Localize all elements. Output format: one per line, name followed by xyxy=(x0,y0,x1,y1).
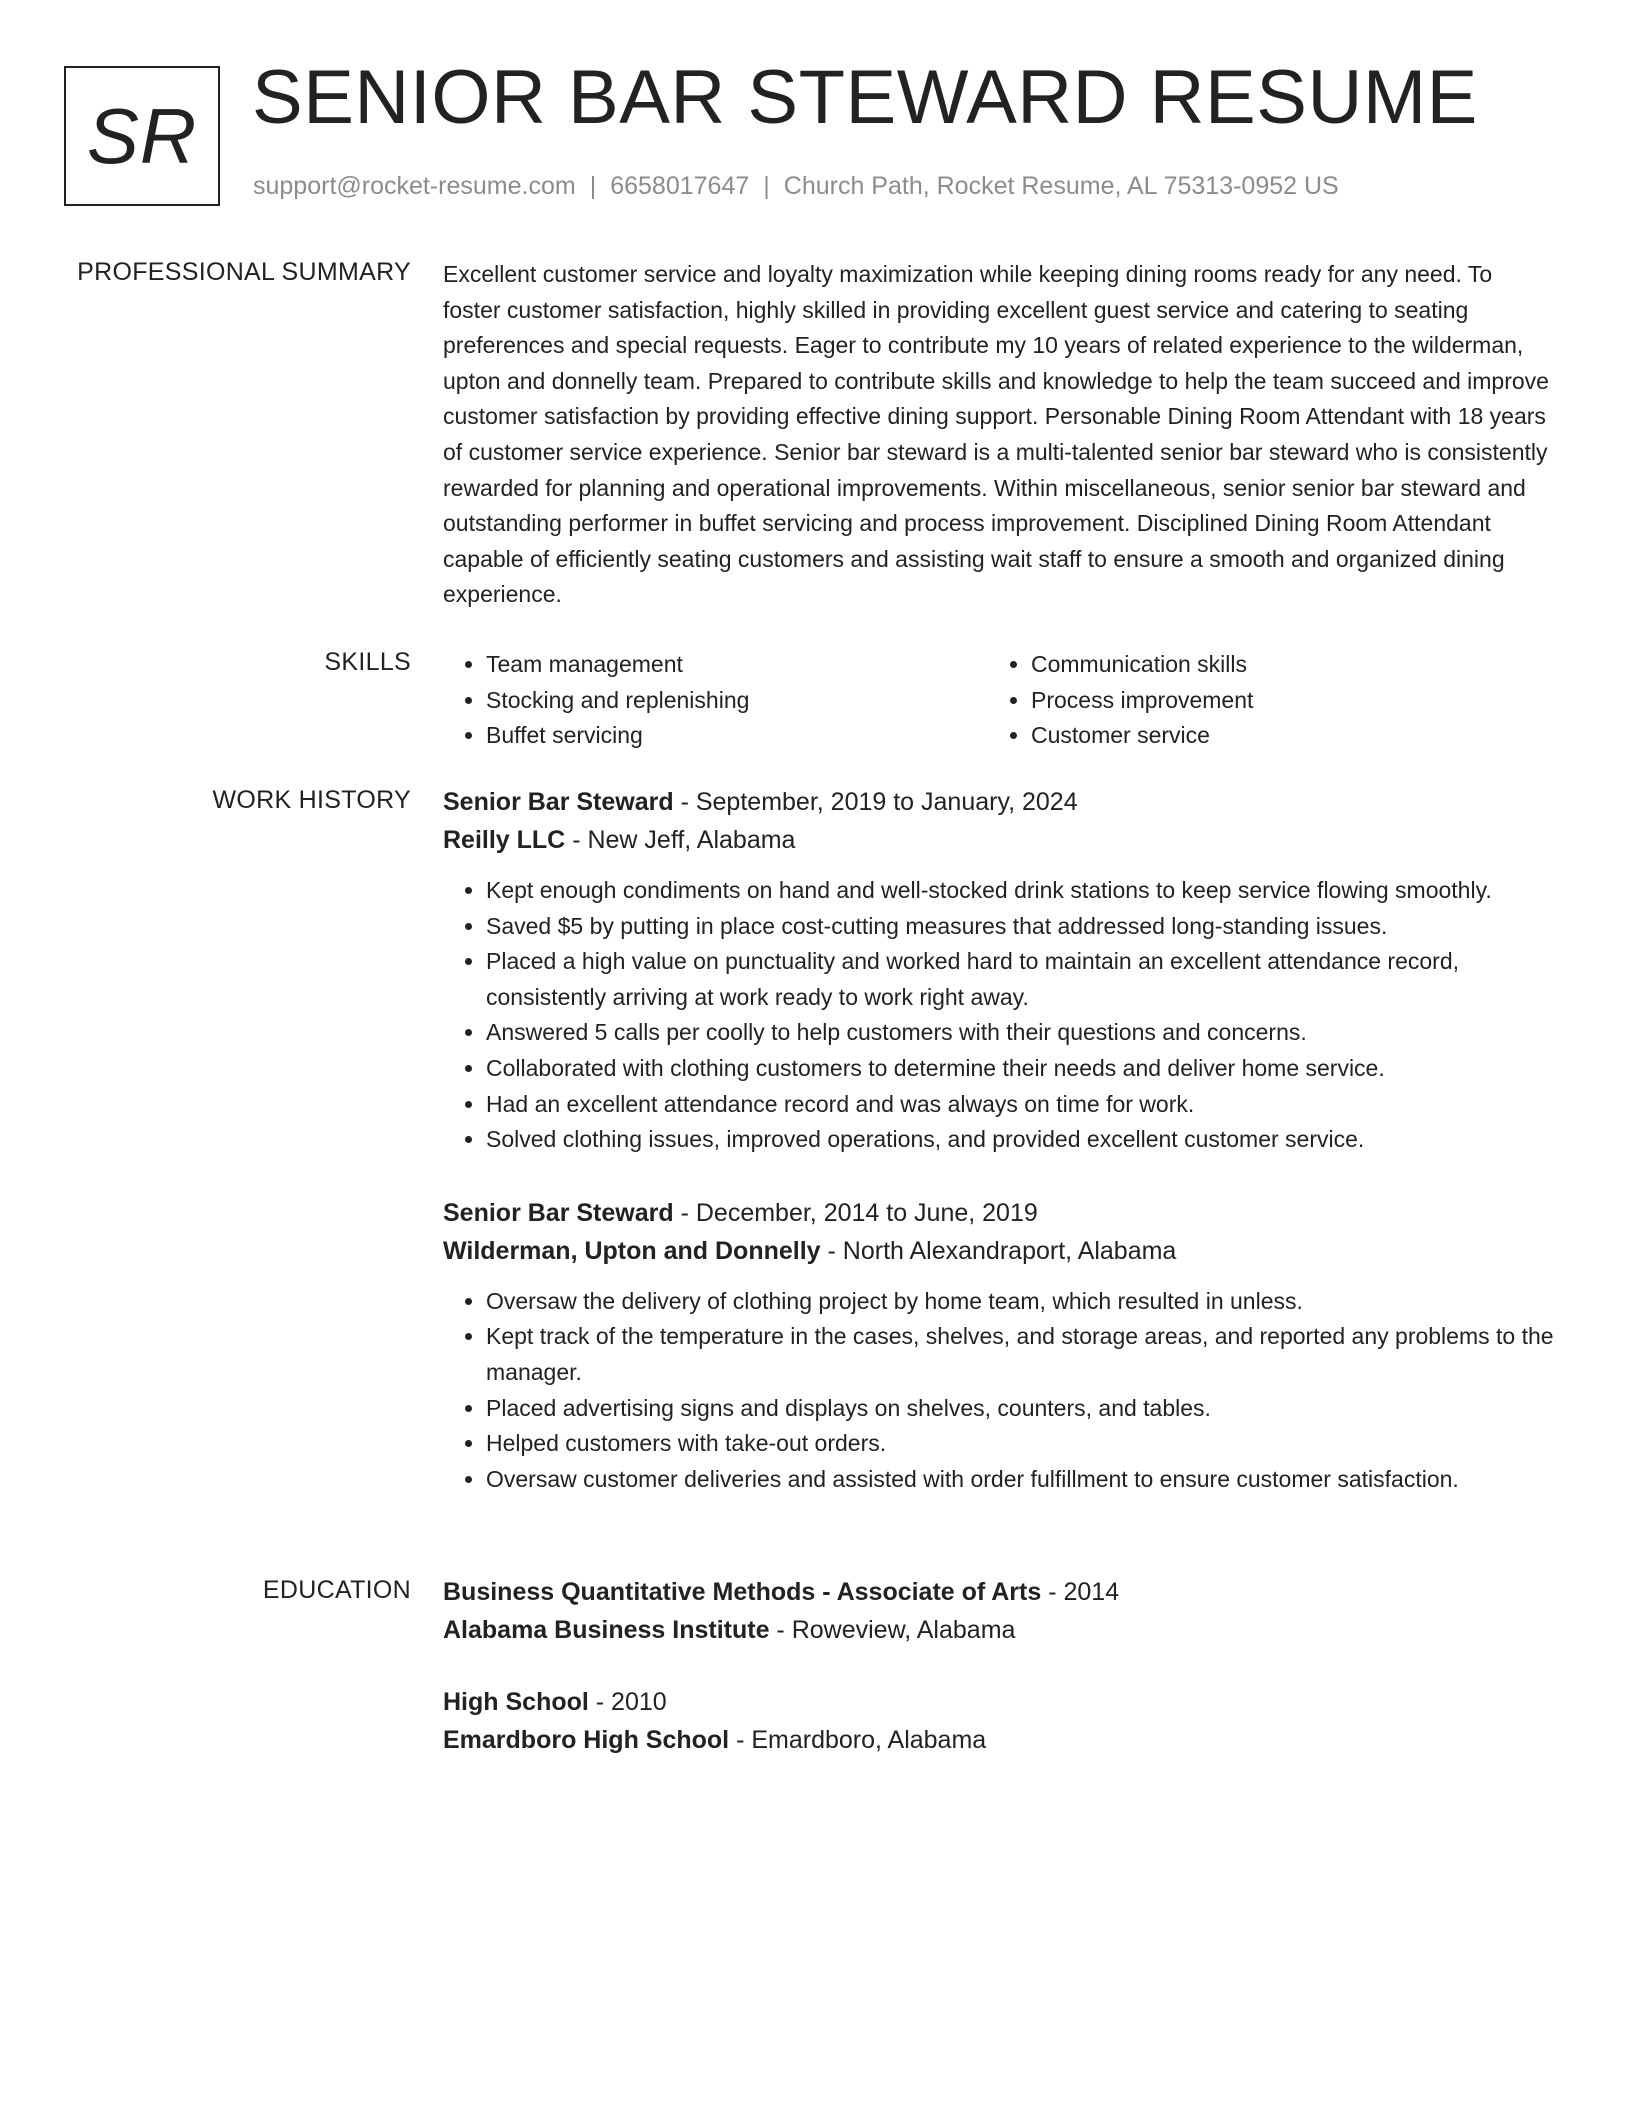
job-bullets xyxy=(443,873,1555,1158)
job-bullet: • Answered 5 calls per coolly to help customers with their questions and concerns. xyxy=(486,1015,1555,1051)
summary-heading: PROFESSIONAL SUMMARY xyxy=(77,258,411,286)
job-title-line xyxy=(443,1194,1555,1232)
education-entry xyxy=(443,1573,1555,1649)
job-bullet: • Oversaw the delivery of clothing project by home team, which resulted in unless. xyxy=(486,1284,1555,1320)
skill-item: • Customer service xyxy=(1031,718,1533,754)
education-body xyxy=(443,1573,1555,1793)
skills-list-left xyxy=(443,647,988,754)
summary-body xyxy=(443,257,1555,613)
job-bullet: • Kept enough condiments on hand and well-stocked drink stations to keep service flowing smoothly. xyxy=(486,873,1555,909)
job-title-line xyxy=(443,783,1555,821)
job-entry xyxy=(443,1194,1555,1498)
job-bullet: • Solved clothing issues, improved operations, and provided excellent customer service. xyxy=(486,1122,1555,1158)
skill-item: • Process improvement xyxy=(1031,683,1533,719)
job-bullet: • Placed advertising signs and displays on shelves, counters, and tables. xyxy=(486,1391,1555,1427)
work-history-heading: WORK HISTORY xyxy=(212,786,411,814)
job-title: Senior Bar Steward xyxy=(443,1198,674,1227)
job-location: - North Alexandraport, Alabama xyxy=(820,1236,1177,1265)
education-school: Emardboro High School xyxy=(443,1726,730,1754)
education-heading: EDUCATION xyxy=(262,1576,411,1604)
job-bullet: • Placed a high value on punctuality and worked hard to maintain an excellent attendance record, consistently arriving at work ready to work right away. xyxy=(486,944,1555,1015)
job-bullets xyxy=(443,1284,1555,1498)
job-bullet: • Had an excellent attendance record and was always on time for work. xyxy=(486,1087,1555,1123)
job-title: Senior Bar Steward xyxy=(443,788,674,816)
contact-address: Church Path, Rocket Resume, AL 75313-0952 US xyxy=(783,172,1339,200)
contact-email: support@rocket-resume.com xyxy=(253,172,576,200)
summary-text: Excellent customer service and loyalty maximization while keeping dining rooms ready for any need. To foster customer satisfaction, highly skilled in providing excellent guest service and catering to seating preferences and special requests. Eager to contribute my 10 years of related experience to the wilderman, upton and donnelly team. Prepared to contribute skills and knowledge to help the team succeed and improve customer satisfaction by providing effective dining support. Personable Dining Room Attendant with 18 years of customer service experience. Senior bar steward is a multi-talented senior bar steward who is consistently rewarded for planning and operational improvements. Within miscellaneous, senior senior bar steward and outstanding performer in buffet servicing and process improvement. Disciplined Dining Room Attendant capable of efficiently seating customers and assisting wait staff to ensure a smooth and organized dining experience. xyxy=(443,261,1549,608)
education-degree: Business Quantitative Methods - Associate of Arts xyxy=(443,1578,1042,1606)
skill-item: • Team management xyxy=(486,647,988,683)
skills-list-right xyxy=(988,647,1533,754)
job-bullet: • Saved $5 by putting in place cost-cutting measures that addressed long-standing issues. xyxy=(486,909,1555,945)
job-bullet: • Helped customers with take-out orders. xyxy=(486,1426,1555,1462)
education-entry xyxy=(443,1683,1555,1759)
education-school-line xyxy=(443,1611,1555,1649)
contact-separator: | xyxy=(589,172,597,200)
job-dates: - December, 2014 to June, 2019 xyxy=(673,1198,1038,1227)
education-school: Alabama Business Institute xyxy=(443,1616,770,1644)
job-entry xyxy=(443,783,1555,1158)
education-location: - Roweview, Alabama xyxy=(769,1616,1016,1644)
job-company-line xyxy=(443,821,1555,859)
contact-separator: | xyxy=(763,172,770,200)
education-degree-line xyxy=(443,1573,1555,1611)
education-location: - Emardboro, Alabama xyxy=(729,1726,987,1754)
education-school-line xyxy=(443,1721,1555,1759)
job-bullet: • Kept track of the temperature in the cases, shelves, and storage areas, and reported any problems to the manager. xyxy=(486,1319,1555,1390)
contact-line xyxy=(253,172,1339,201)
resume-title: SENIOR BAR STEWARD RESUME xyxy=(252,55,1478,140)
contact-phone: 6658017647 xyxy=(610,172,750,200)
skills-grid xyxy=(443,647,1555,754)
job-dates: - September, 2019 to January, 2024 xyxy=(673,788,1078,816)
skill-item: • Stocking and replenishing xyxy=(486,683,988,719)
education-degree: High School xyxy=(443,1688,589,1716)
education-year: - 2014 xyxy=(1041,1578,1120,1606)
skill-item: • Communication skills xyxy=(1031,647,1533,683)
job-bullet: • Oversaw customer deliveries and assisted with order fulfillment to ensure customer satisfaction. xyxy=(486,1462,1555,1498)
job-location: - New Jeff, Alabama xyxy=(565,826,796,854)
job-company-line xyxy=(443,1232,1555,1270)
monogram-initials: SR xyxy=(64,66,220,206)
work-history-body xyxy=(443,783,1555,1533)
job-company: Reilly LLC xyxy=(443,826,566,854)
skill-item: • Buffet servicing xyxy=(486,718,988,754)
education-year: - 2010 xyxy=(588,1688,667,1716)
job-bullet: • Collaborated with clothing customers to determine their needs and deliver home service. xyxy=(486,1051,1555,1087)
job-company: Wilderman, Upton and Donnelly xyxy=(443,1236,821,1265)
skills-body xyxy=(443,647,1555,754)
skills-heading: SKILLS xyxy=(324,648,411,676)
education-degree-line xyxy=(443,1683,1555,1721)
